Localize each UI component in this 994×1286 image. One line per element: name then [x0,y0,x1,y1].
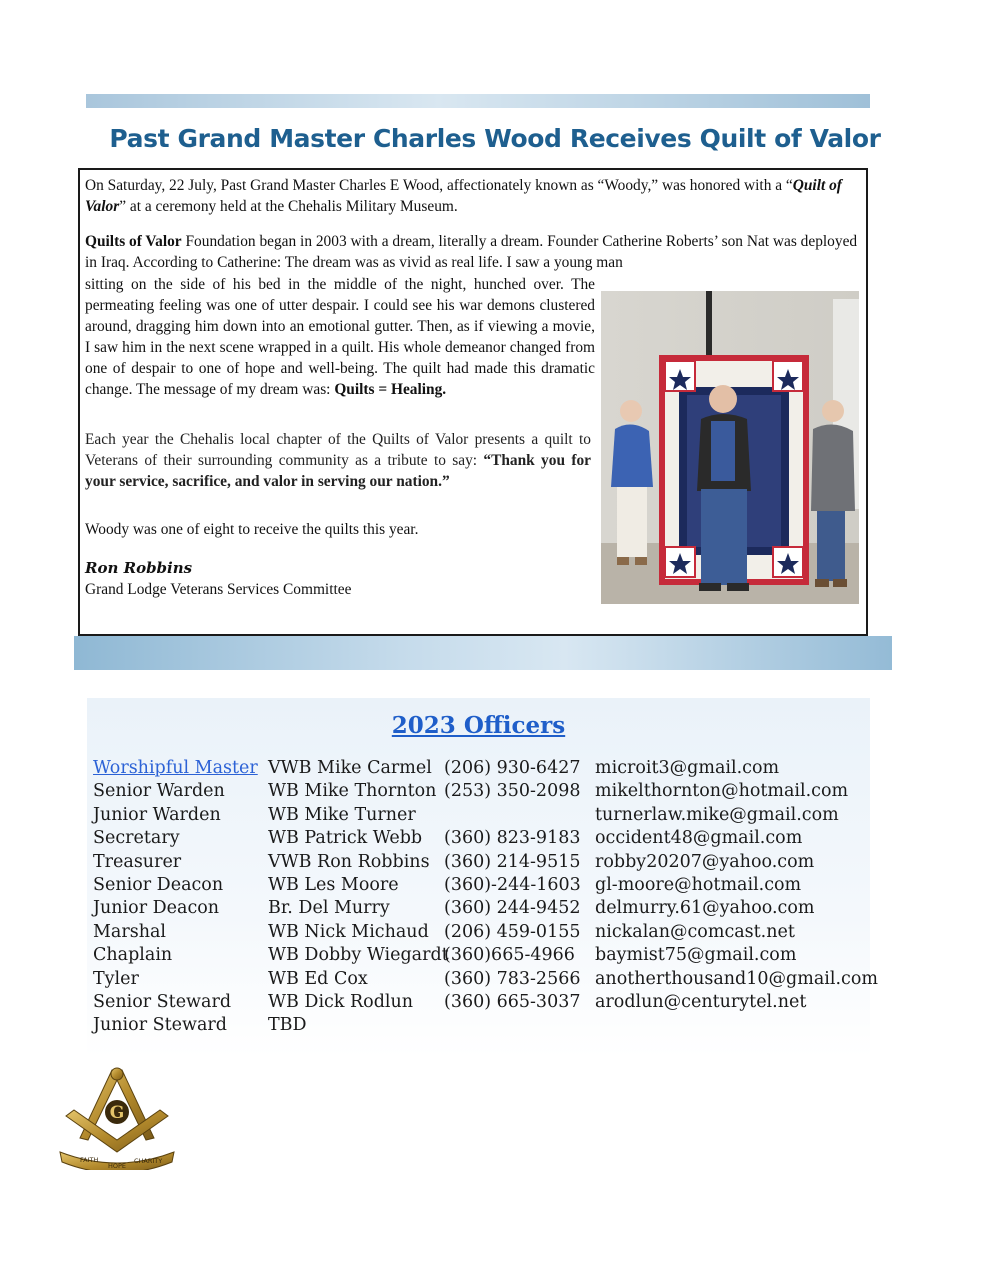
officer-name: WB Patrick Webb [268,828,423,849]
officers-title: 2023 Officers [391,712,566,739]
article-paragraph-1 [85,175,863,217]
officer-office: Junior Warden [93,804,221,825]
article-headline: Past Grand Master Charles Wood Receives Quilt of Valor [109,124,881,153]
article-paragraph-3 [85,429,591,492]
officer-email: gl-moore@hotmail.com [595,875,802,895]
officer-name: WB Ed Cox [268,968,368,989]
officer-phone: (206) 459-0155 [444,921,581,942]
officer-email: mikelthornton@hotmail.com [595,781,849,802]
masonic-square-compass-logo [56,1066,178,1170]
officer-email: robby20207@yahoo.com [595,851,815,872]
officer-office: Senior Steward [93,992,232,1012]
p1-text-a: On Saturday, 22 July, Past Grand Master Charles E Wood, affectionately known as “Woody,” was honored with a “ [85,177,793,194]
officer-office: Senior Warden [93,781,225,802]
officer-email: occident48@gmail.com [595,828,803,849]
officer-phone: (360) 214-9515 [444,851,581,872]
article-paragraph-2 [85,231,863,273]
quilts-healing-bold: Quilts = Healing. [334,381,447,398]
quilt-of-valor-emphasis: Quilt of Valor [85,177,842,215]
officer-name: WB Nick Michaud [268,921,429,942]
officer-name: WB Dick Rodlun [268,992,414,1012]
logo-letter-g: G [109,1103,125,1123]
officer-office: Treasurer [93,851,182,872]
ribbon-word-charity: CHARITY [134,1157,163,1165]
p2-text-b: sitting on the side of his bed in the middle of the night, hunched over. The permeating feeling was one of utter despair. I could see his war demons clustered around, dragging him down into an emotional gutter. Then, as if viewing a movie, I saw him in the next scene wrapped in a quilt. His whole demeanor changed from one of despair to one of hope and well-being. The quilt had made this dramatic change. The message of my dream was: [85,276,595,398]
bottom-decorative-bar [74,636,892,670]
officer-office: Tyler [93,968,139,989]
quilts-of-valor-bold: Quilts of Valor [85,233,182,250]
article-paragraph-2-continued [85,274,595,400]
officer-name: WB Dobby Wiegardt [268,945,449,966]
officer-name: TBD [268,1015,307,1036]
officer-email: nickalan@comcast.net [595,921,795,942]
officer-email: turnerlaw.mike@gmail.com [595,804,839,825]
author-signature: Ron Robbins [85,559,193,577]
officer-office: Marshal [93,921,166,942]
officer-email: baymist75@gmail.com [595,945,797,966]
quilt-ceremony-photo [601,291,859,604]
officer-name: WB Mike Thornton [268,781,437,802]
officer-office: Junior Steward [93,1015,227,1036]
officers-section [87,698,878,1058]
article-paragraph-4: Woody was one of eight to receive the quilts this year. [85,521,419,538]
officer-phone: (360) 823-9183 [444,828,581,849]
ribbon-word-hope: HOPE [108,1162,127,1170]
officer-name: WB Mike Turner [268,804,416,825]
officer-office: Secretary [93,828,180,849]
officer-phone: (360) 783-2566 [444,968,581,989]
officer-email: microit3@gmail.com [595,758,780,778]
p2-text-a: Foundation began in 2003 with a dream, literally a dream. Founder Catherine Roberts’ son Nat was deployed in Iraq. According to Catherine: The dream was as vivid as real life. I saw a young man [85,233,858,271]
p1-text-b: ” at a ceremony held at the Chehalis Military Museum. [119,198,458,215]
officer-phone: (360) 665-3037 [444,992,581,1012]
officer-office: Junior Deacon [93,898,220,919]
officer-office[interactable]: Worshipful Master [93,758,258,778]
officer-phone: (253) 350-2098 [444,781,581,802]
officer-phone: (206) 930-6427 [444,758,581,778]
officer-email: anotherthousand10@gmail.com [595,968,878,989]
top-decorative-bar [86,94,870,108]
officer-email: arodlun@centurytel.net [595,992,807,1012]
officer-name: VWB Ron Robbins [268,851,430,872]
officer-office: Chaplain [93,945,173,966]
officer-email: delmurry.61@yahoo.com [595,898,815,919]
officer-name: WB Les Moore [268,875,399,895]
ribbon-word-faith: FAITH [80,1156,99,1164]
officer-name: Br. Del Murry [268,898,390,919]
officer-phone: (360)665-4966 [444,945,575,966]
officer-name: VWB Mike Carmel [268,758,432,778]
thank-you-quote: “Thank you for your service, sacrifice, and valor in serving our nation.” [85,452,591,490]
article-box [78,168,868,636]
officer-phone: (360)-244-1603 [444,875,581,895]
officer-office: Senior Deacon [93,875,224,895]
author-committee: Grand Lodge Veterans Services Committee [85,581,352,598]
officer-phone: (360) 244-9452 [444,898,581,919]
p3-text: Each year the Chehalis local chapter of the Quilts of Valor presents a quilt to Veterans of their surrounding community as a tribute to say: [85,431,591,469]
